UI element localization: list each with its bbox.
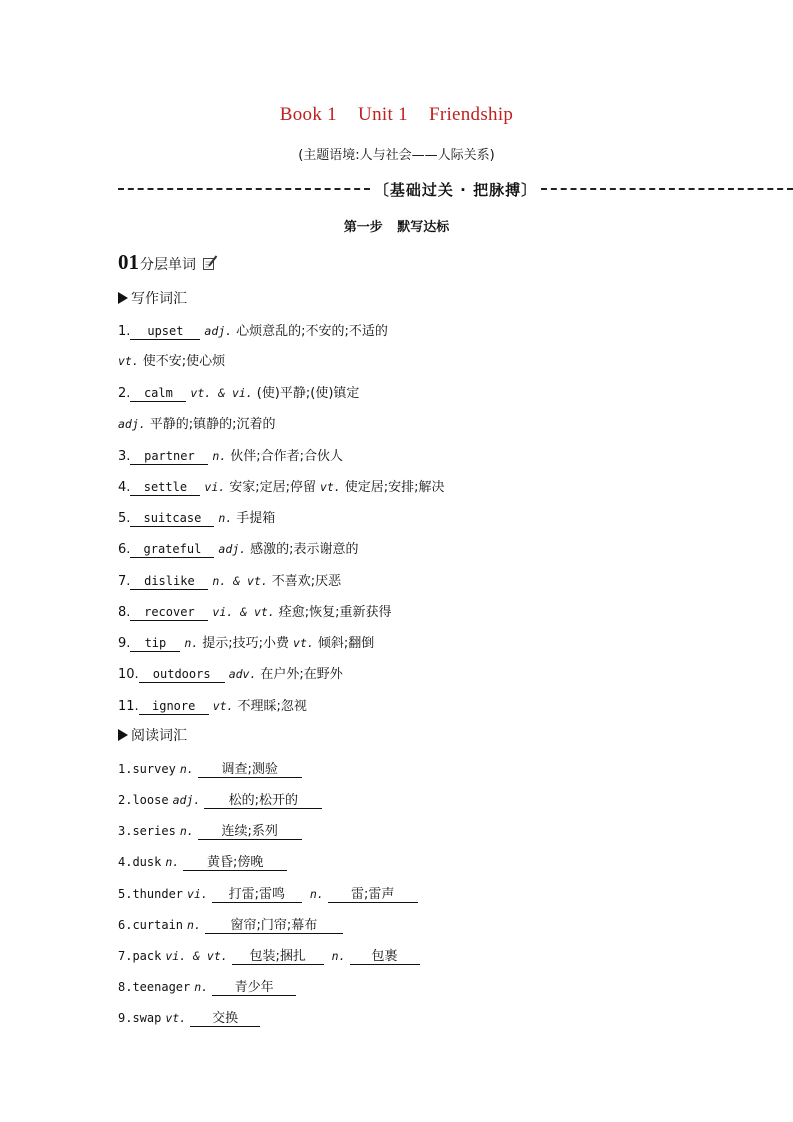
reading-item-8: 8.teenager n. 青少年	[118, 978, 296, 997]
writing-item-8: 8. recover vi. & vt. 痊愈;恢复;重新获得	[118, 605, 392, 620]
book-label: Book 1	[279, 104, 337, 125]
reading-item-3: 3.series n. 连续;系列	[118, 822, 302, 841]
reading-item-5: 5.thunder vi. 打雷;雷鸣 n. 雷;雷声	[118, 885, 418, 904]
writing-item-7: 7. dislike n. & vt. 不喜欢;厌恶	[118, 574, 342, 589]
reading-item-1: 1.survey n. 调查;测验	[118, 760, 302, 779]
writing-item-1: 1. upset adj. 心烦意乱的;不安的;不适的	[118, 324, 388, 339]
triangle-bullet-icon	[118, 729, 128, 741]
answer-blank: 包裹	[350, 949, 420, 965]
writing-item-2: 2. calm vt. & vi. (使)平静;(使)镇定	[118, 386, 360, 401]
answer-blank: 松的;松开的	[204, 793, 322, 809]
answer-blank: 黄昏;傍晚	[183, 855, 287, 871]
writing-item-3: 3. partner n. 伙伴;合作者;合伙人	[118, 449, 344, 464]
reading-item-6: 6.curtain n. 窗帘;门帘;幕布	[118, 916, 343, 935]
writing-item-6: 6. grateful adj. 感激的;表示谢意的	[118, 542, 359, 557]
section-label: 分层单词	[140, 257, 196, 273]
answer-blank: 窗帘;门帘;幕布	[205, 918, 343, 934]
writing-item-2-cont: adj. 平静的;镇静的;沉着的	[118, 417, 276, 432]
answer-blank: grateful	[130, 542, 214, 558]
reading-item-7: 7.pack vi. & vt. 包装;捆扎 n. 包裹	[118, 947, 420, 966]
answer-blank: ignore	[139, 699, 209, 715]
answer-blank: 包装;捆扎	[232, 949, 324, 965]
reading-heading: 阅读词汇	[118, 727, 187, 745]
step-number: 第一步	[343, 220, 383, 235]
reading-item-4: 4.dusk n. 黄昏;傍晚	[118, 853, 287, 872]
answer-blank: dislike	[130, 574, 208, 590]
writing-item-10: 10. outdoors adv. 在户外;在野外	[118, 667, 343, 682]
answer-blank: settle	[130, 480, 200, 496]
answer-blank: outdoors	[139, 667, 225, 683]
page-title	[0, 104, 793, 126]
writing-item-5: 5. suitcase n. 手提箱	[118, 511, 276, 526]
answer-blank: tip	[130, 636, 180, 652]
step-label: 默写达标	[397, 220, 450, 235]
banner-dash-right	[541, 188, 793, 190]
reading-item-2: 2.loose adj. 松的;松开的	[118, 791, 322, 810]
answer-blank: suitcase	[130, 511, 214, 527]
answer-blank: partner	[130, 449, 208, 465]
reading-item-9: 9.swap vt. 交换	[118, 1009, 260, 1028]
answer-blank: 打雷;雷鸣	[212, 887, 302, 903]
unit-label: Unit 1	[358, 104, 408, 125]
page-subtitle: (主题语境:人与社会——人际关系)	[298, 148, 495, 163]
section-heading	[118, 250, 218, 275]
triangle-bullet-icon	[118, 292, 128, 304]
section-banner	[118, 176, 793, 202]
answer-blank: 雷;雷声	[328, 887, 418, 903]
step-heading	[0, 216, 793, 235]
answer-blank: recover	[130, 605, 208, 621]
writing-item-9: 9. tip n. 提示;技巧;小费 vt. 倾斜;翻倒	[118, 636, 375, 651]
answer-blank: 青少年	[212, 980, 296, 996]
section-number: 01	[118, 250, 139, 274]
answer-blank: 连续;系列	[198, 824, 302, 840]
banner-dash-left	[118, 188, 370, 190]
topic-label: Friendship	[428, 104, 514, 125]
writing-item-1-cont: vt. 使不安;使心烦	[118, 354, 226, 369]
answer-blank: upset	[130, 324, 200, 340]
answer-blank: 交换	[190, 1011, 260, 1027]
answer-blank: calm	[130, 386, 186, 402]
banner-label: 〔基础过关 · 把脉搏〕	[373, 180, 538, 199]
pencil-note-icon	[202, 255, 218, 271]
answer-blank: 调查;测验	[198, 762, 302, 778]
writing-heading: 写作词汇	[118, 290, 187, 308]
writing-item-4: 4. settle vi. 安家;定居;停留 vt. 使定居;安排;解决	[118, 480, 445, 495]
writing-item-11: 11. ignore vt. 不理睬;忽视	[118, 699, 307, 714]
